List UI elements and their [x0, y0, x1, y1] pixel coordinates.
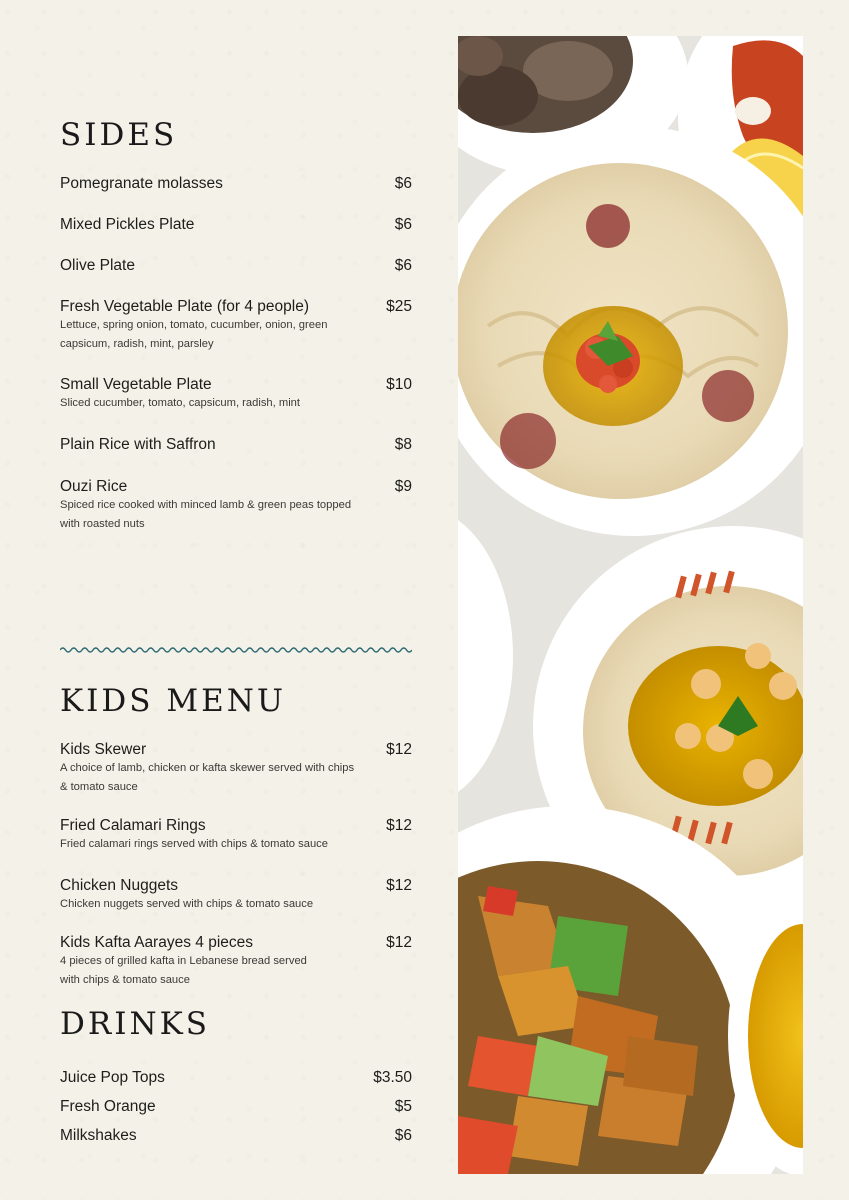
item-name: Olive Plate	[60, 257, 135, 274]
item-name: Milkshakes	[60, 1127, 137, 1144]
item-price: $9	[394, 478, 412, 495]
menu-item	[60, 816, 412, 854]
item-price: $5	[394, 1098, 412, 1115]
menu-item	[60, 477, 412, 534]
item-description: Fried calamari rings served with chips & tomato sauce	[60, 838, 328, 850]
item-name: Fresh Vegetable Plate (for 4 people)	[60, 298, 310, 315]
menu-item	[60, 174, 412, 193]
plate-baba-ghanoush	[458, 126, 803, 536]
menu-item	[60, 876, 412, 914]
menu-item	[60, 297, 412, 354]
item-name: Pomegranate molasses	[60, 175, 223, 192]
item-name: Fried Calamari Rings	[60, 817, 206, 834]
item-name: Ouzi Rice	[60, 478, 128, 495]
menu-item	[60, 215, 412, 234]
menu-item	[60, 256, 412, 275]
item-name: Kids Kafta Aarayes 4 pieces	[60, 934, 254, 951]
wave-divider	[60, 643, 412, 657]
menu-item	[60, 435, 412, 454]
item-price: $6	[394, 1127, 412, 1144]
section-title-kids-menu: KIDS MENU	[60, 683, 286, 719]
item-description: Spiced rice cooked with minced lamb & green peas topped with roasted nuts	[60, 499, 352, 530]
item-price: $10	[386, 376, 412, 393]
item-price: $6	[394, 216, 412, 233]
item-description: Sliced cucumber, tomato, capsicum, radish, mint	[60, 397, 301, 409]
item-description: Lettuce, spring onion, tomato, cucumber, onion, green capsicum, radish, mint, parsley	[60, 319, 328, 350]
food-photo-illustration	[458, 36, 803, 1174]
section-title-sides: SIDES	[60, 117, 178, 153]
item-price: $8	[394, 436, 412, 453]
item-price: $12	[386, 877, 412, 894]
item-name: Chicken Nuggets	[60, 877, 179, 894]
menu-item	[60, 933, 412, 990]
item-price: $6	[394, 257, 412, 274]
menu-item	[60, 375, 412, 413]
item-description: 4 pieces of grilled kafta in Lebanese bread served with chips & tomato sauce	[60, 955, 307, 986]
item-description: Chicken nuggets served with chips & tomato sauce	[60, 898, 314, 910]
item-name: Kids Skewer	[60, 741, 147, 758]
item-price: $3.50	[373, 1069, 412, 1086]
item-price: $12	[386, 817, 412, 834]
item-name: Small Vegetable Plate	[60, 376, 212, 393]
menu-item	[60, 740, 412, 797]
item-price: $12	[386, 934, 412, 951]
section-title-drinks: DRINKS	[60, 1006, 210, 1042]
menu-item	[60, 1097, 412, 1116]
item-name: Juice Pop Tops	[60, 1069, 165, 1086]
food-photo	[458, 36, 803, 1174]
menu-item	[60, 1126, 412, 1145]
item-name: Plain Rice with Saffron	[60, 436, 216, 453]
item-description: A choice of lamb, chicken or kafta skewer served with chips & tomato sauce	[60, 762, 355, 793]
item-name: Mixed Pickles Plate	[60, 216, 195, 233]
menu-item	[60, 1068, 412, 1087]
item-price: $6	[394, 175, 412, 192]
item-price: $12	[386, 741, 412, 758]
item-price: $25	[386, 298, 412, 315]
item-name: Fresh Orange	[60, 1098, 156, 1115]
